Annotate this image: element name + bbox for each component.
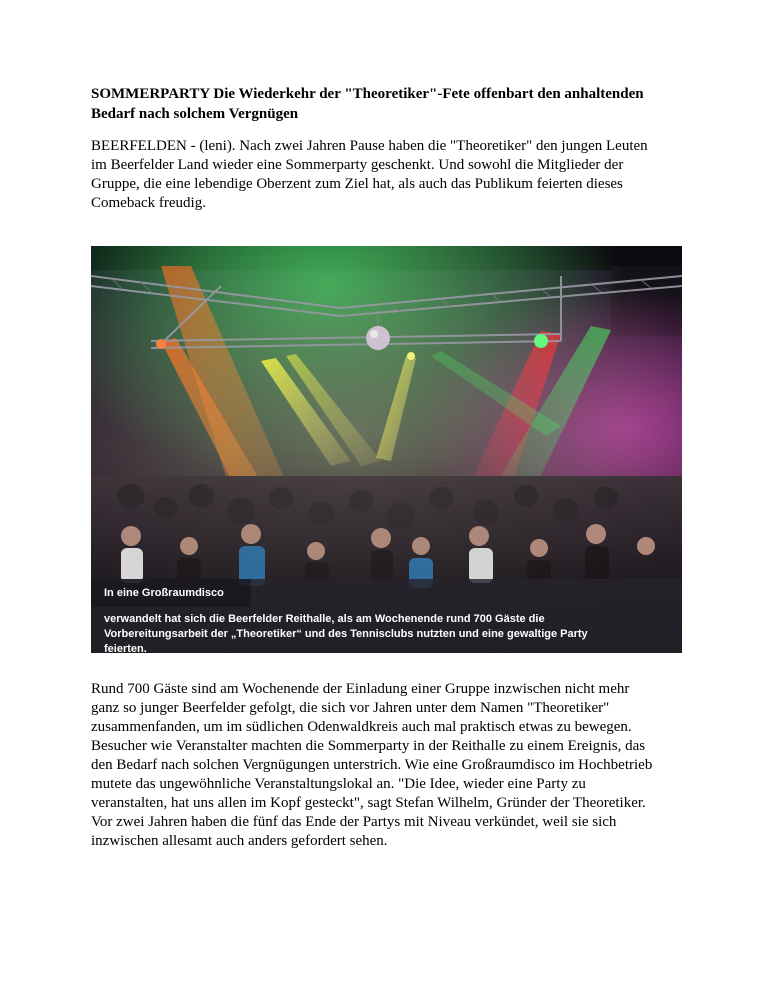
body-line: inzwischen allesamt auch anders gefordert sehen. <box>91 833 388 849</box>
body-line: zusammenfanden, um im südlichen Odenwaldkreis auch mal praktisch etwas zu bewegen. <box>91 719 632 735</box>
photo-caption-line-3: feierten. <box>104 643 147 653</box>
photo-caption-line-2: Vorbereitungsarbeit der „Theoretiker“ und des Tennisclubs nutzten und eine gewaltige Party <box>104 628 588 640</box>
article-body <box>91 680 691 851</box>
body-line: den Bedarf nach solchen Vergnügungen unterstrich. Wie eine Großraumdisco im Hochbetrieb <box>91 757 653 773</box>
body-line: ganz so junger Beerfelder gefolgt, die sich vor Jahren unter dem Namen "Theoretiker" <box>91 700 610 716</box>
photo-caption-line-1: verwandelt hat sich die Beerfelder Reithalle, als am Wochenende rund 700 Gäste die <box>104 613 545 625</box>
body-line: Besucher wie Veranstalter machten die Sommerparty in der Reithalle zu einem Ereignis, das <box>91 738 646 754</box>
body-line: mutete das ungewöhnliche Veranstaltungslokal an. "Die Idee, wieder eine Party zu <box>91 776 586 792</box>
headline-line-1: SOMMERPARTY Die Wiederkehr der "Theoretiker"-Fete offenbart den anhaltenden <box>91 86 644 102</box>
party-photo <box>91 246 682 653</box>
article-lead <box>91 137 691 213</box>
article-headline <box>91 84 691 124</box>
body-line: veranstalten, hat uns allen im Kopf gesteckt", sagt Stefan Wilhelm, Gründer der Theoretiker. <box>91 795 646 811</box>
headline-line-2: Bedarf nach solchem Vergnügen <box>91 106 299 122</box>
lead-line-3: Gruppe, die eine lebendige Oberzent zum Ziel hat, als auch das Publikum feierten dieses <box>91 176 623 192</box>
lead-line-1: BEERFELDEN - (leni). Nach zwei Jahren Pause haben die "Theoretiker" den jungen Leuten <box>91 138 648 154</box>
lead-line-2: im Beerfelder Land wieder eine Sommerparty geschenkt. Und sowohl die Mitglieder der <box>91 157 624 173</box>
lead-line-4: Comeback freudig. <box>91 195 206 211</box>
body-line: Vor zwei Jahren haben die fünf das Ende der Partys mit Niveau verkündet, weil sie sich <box>91 814 617 830</box>
photo-caption-title: In eine Großraumdisco <box>104 587 224 599</box>
body-line: Rund 700 Gäste sind am Wochenende der Einladung einer Gruppe inzwischen nicht mehr <box>91 681 630 697</box>
